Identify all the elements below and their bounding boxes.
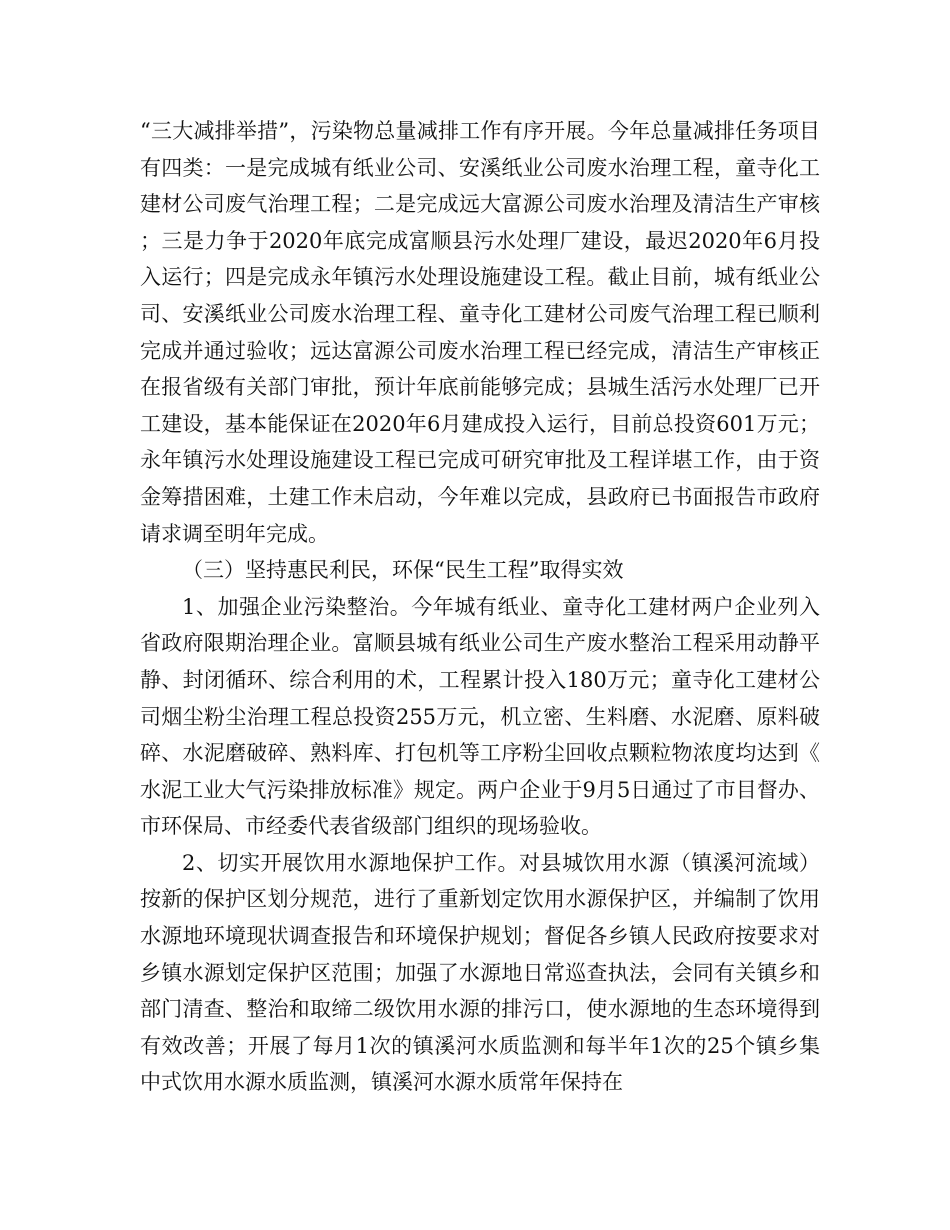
body-paragraph-emission-reduction: “三大减排举措”，污染物总量减排工作有序开展。今年总量减排任务项目有四类：一是完成城有纸业公司、安溪纸业公司废水治理工程，童寺化工建材公司废气治理工程；二是完成远大富源公司废水治理及清洁生产审核；三是力争于2020年底完成富顺县污水处理厂建设，最迟2020年6月投入运行；四是完成永年镇污水处理设施建设工程。截止目前，城有纸业公司、安溪纸业公司废水治理工程、童寺化工建材公司废气治理工程已顺利完成并通过验收；远达富源公司废水治理工程已经完成，清洁生产审核正在报省级有关部门审批，预计年底前能够完成；县城生活污水处理厂已开工建设，基本能保证在2020年6月建成投入运行，目前总投资601万元；永年镇污水处理设施建设工程已完成可研究审批及工程详堪工作，由于资金筹措困难，土建工作未启动，今年难以完成，县政府已书面报告市政府请求调至明年完成。 xyxy=(140,119,820,546)
document-page xyxy=(140,113,820,1101)
body-paragraph-water-source-protection: 2、切实开展饮用水源地保护工作。对县城饮用水源（镇溪河流域）按新的保护区划分规范，进行了重新划定饮用水源保护区，并编制了饮用水源地环境现状调查报告和环境保护规划；督促各乡镇人民政府按要求对乡镇水源划定保护区范围；加强了水源地日常巡查执法，会同有关镇乡和部门清查、整治和取缔二级饮用水源的排污口，使水源地的生态环境得到有效改善；开展了每月1次的镇溪河水质监测和每半年1次的25个镇乡集中式饮用水源水质监测，镇溪河水源水质常年保持在 xyxy=(140,850,820,1095)
section-heading-three: （三）坚持惠民利民，环保“民生工程”取得实效 xyxy=(182,558,624,583)
body-paragraph-enterprise-pollution: 1、加强企业污染整治。今年城有纸业、童寺化工建材两户企业列入省政府限期治理企业。富顺县城有纸业公司生产废水整治工程采用动静平静、封闭循环、综合利用的术，工程累计投入180万元；童寺化工建材公司烟尘粉尘治理工程总投资255万元，机立密、生料磨、水泥磨、原料破碎、水泥磨破碎、熟料库、打包机等工序粉尘回收点颗粒物浓度均达到《水泥工业大气污染排放标准》规定。两户企业于9月5日通过了市目督办、市环保局、市经委代表省级部门组织的现场验收。 xyxy=(140,594,820,839)
